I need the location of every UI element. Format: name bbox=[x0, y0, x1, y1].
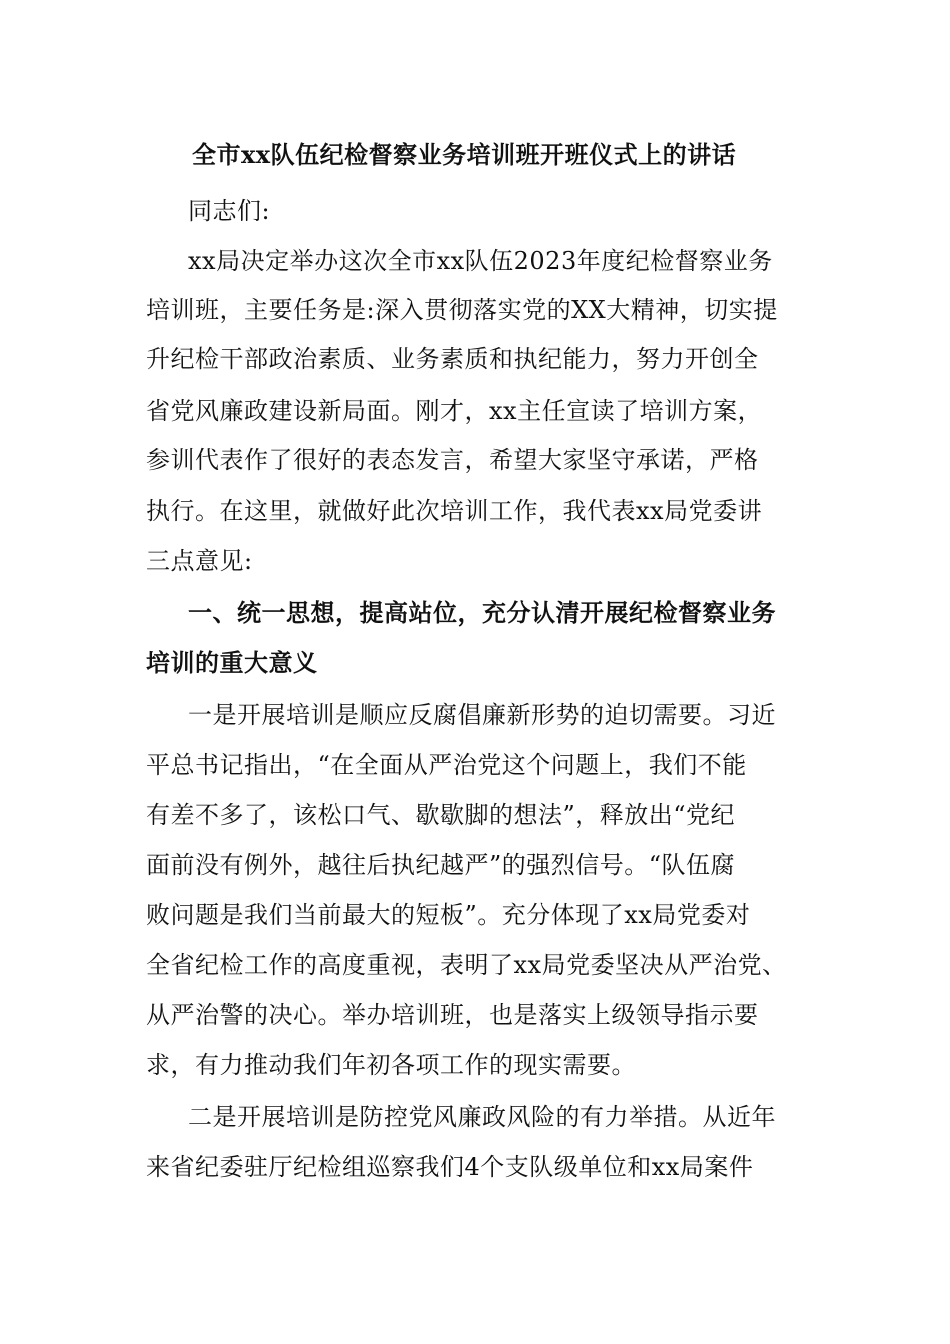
paragraph-line: 三点意见: bbox=[146, 547, 253, 575]
greeting: 同志们: bbox=[188, 197, 271, 225]
paragraph-line: 面前没有例外，越往后执纪越严”的强烈信号。“队伍腐 bbox=[146, 851, 736, 879]
paragraph-line: 败问题是我们当前最大的短板”。充分体现了xx局党委对 bbox=[146, 901, 751, 929]
paragraph-line: 从严治警的决心。举办培训班，也是落实上级领导指示要 bbox=[146, 1001, 759, 1029]
document-title: 全市xx队伍纪检督察业务培训班开班仪式上的讲话 bbox=[192, 140, 737, 169]
paragraph-line: 省党风廉政建设新局面。刚才，xx主任宣读了培训方案， bbox=[146, 397, 763, 425]
paragraph-line: 求，有力推动我们年初各项工作的现实需要。 bbox=[146, 1051, 636, 1079]
section-heading: 一、统一思想，提高站位，充分认清开展纪检督察业务 bbox=[188, 598, 776, 627]
paragraph-line: 执行。在这里，就做好此次培训工作，我代表xx局党委讲 bbox=[146, 497, 763, 525]
paragraph-line: 平总书记指出，“在全面从严治党这个问题上，我们不能 bbox=[146, 751, 747, 779]
paragraph-line: 培训班，主要任务是:深入贯彻落实党的XX大精神，切实提 bbox=[146, 296, 778, 324]
section-heading: 培训的重大意义 bbox=[146, 648, 318, 677]
paragraph-line: 升纪检干部政治素质、业务素质和执纪能力，努力开创全 bbox=[146, 345, 759, 373]
paragraph-line: 二是开展培训是防控党风廉政风险的有力举措。从近年 bbox=[188, 1103, 776, 1131]
paragraph-line: 来省纪委驻厅纪检组巡察我们4个支队级单位和xx局案件 bbox=[146, 1153, 754, 1181]
paragraph-line: 有差不多了，该松口气、歇歇脚的想法”，释放出“党纪 bbox=[146, 801, 736, 829]
paragraph-line: 一是开展培训是顺应反腐倡廉新形势的迫切需要。习近 bbox=[188, 701, 776, 729]
paragraph-line: 全省纪检工作的高度重视，表明了xx局党委坚决从严治党、 bbox=[146, 951, 787, 979]
paragraph-line: 参训代表作了很好的表态发言，希望大家坚守承诺，严格 bbox=[146, 446, 759, 474]
paragraph-line: xx局决定举办这次全市xx队伍2023年度纪检督察业务 bbox=[188, 247, 773, 275]
